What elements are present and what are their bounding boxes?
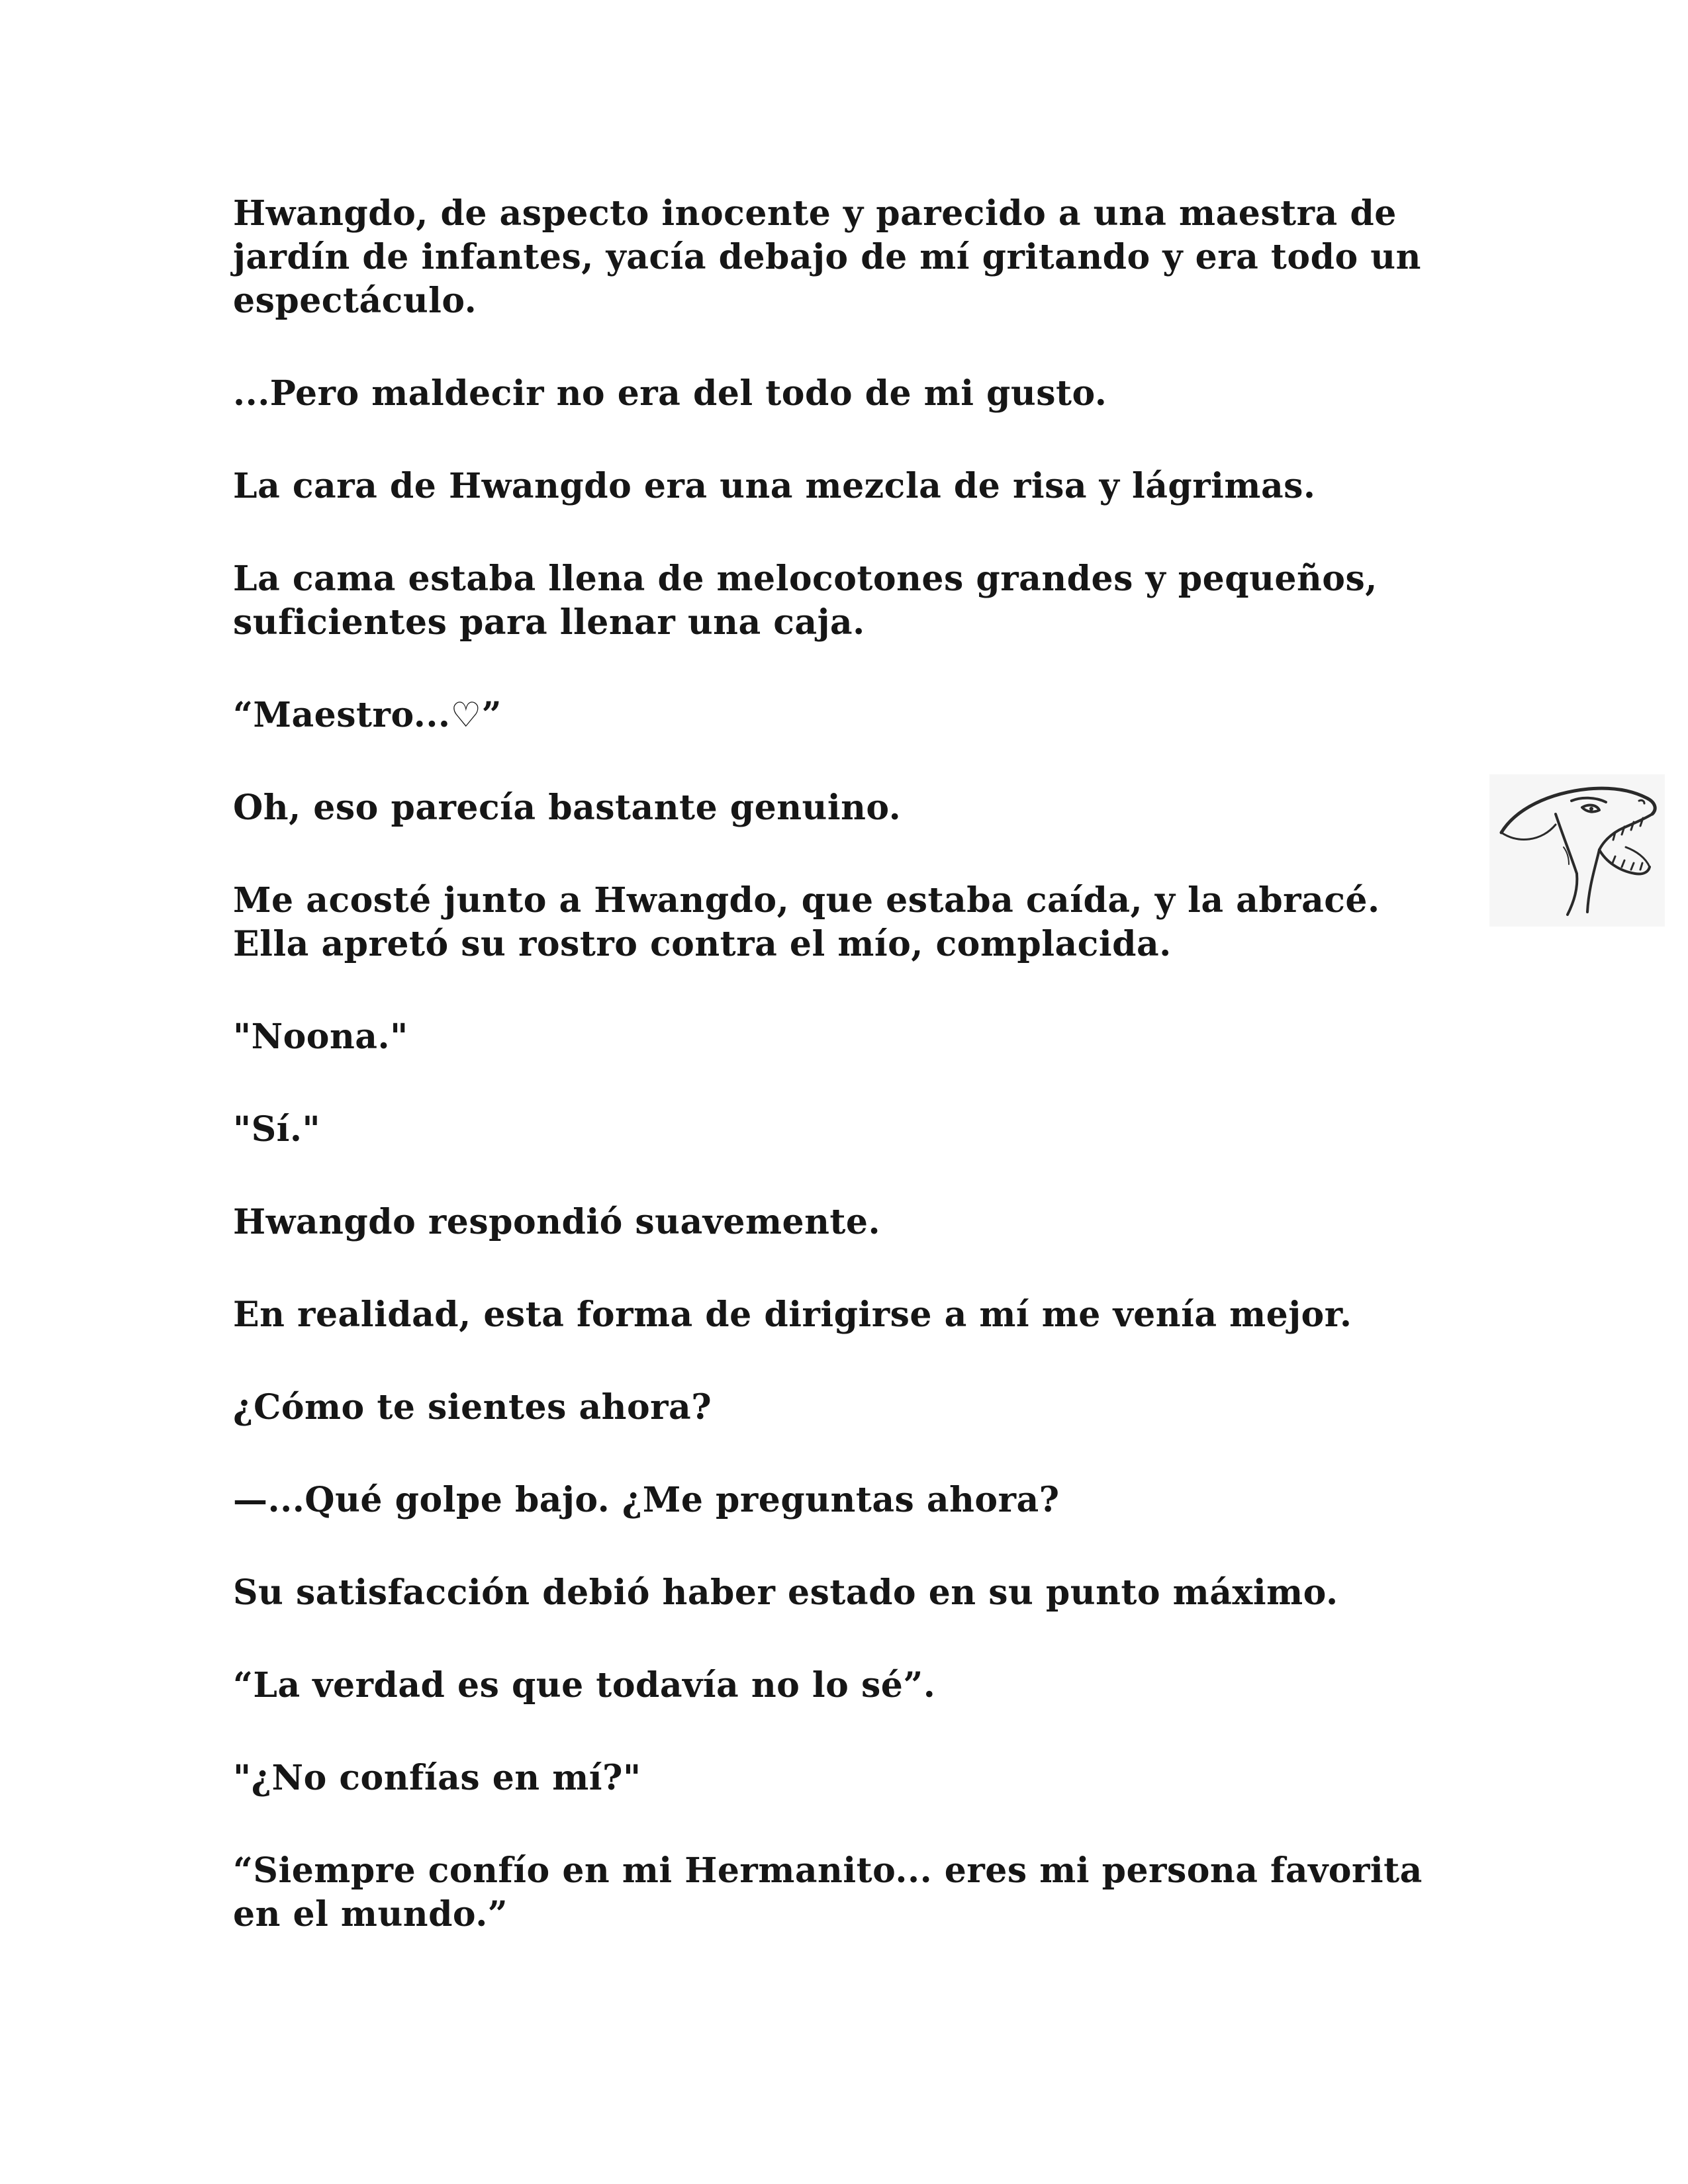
story-text <box>233 192 1477 1936</box>
dinosaur-head-icon <box>1489 774 1665 927</box>
paragraph: ¿Cómo te sientes ahora? <box>233 1387 712 1428</box>
paragraph: “Siempre confío en mi Hermanito... eres mi persona favorita en el mundo.” <box>233 1850 1423 1934</box>
paragraph: En realidad, esta forma de dirigirse a mí me venía mejor. <box>233 1295 1352 1335</box>
paragraph: Me acosté junto a Hwangdo, que estaba caída, y la abracé. Ella apretó su rostro contra el mío, complacida. <box>233 880 1380 964</box>
paragraph: La cara de Hwangdo era una mezcla de risa y lágrimas. <box>233 466 1316 506</box>
paragraph: Hwangdo, de aspecto inocente y parecido a una maestra de jardín de infantes, yacía debajo de mí gritando y era todo un espectáculo. <box>233 193 1421 321</box>
paragraph: Su satisfacción debió haber estado en su punto máximo. <box>233 1572 1338 1613</box>
paragraph: Hwangdo respondió suavemente. <box>233 1202 881 1242</box>
paragraph: Oh, eso parecía bastante genuino. <box>233 788 902 828</box>
paragraph: “Maestro...♡” <box>233 695 502 735</box>
paragraph: —...Qué golpe bajo. ¿Me preguntas ahora? <box>233 1480 1060 1520</box>
paragraph: "¿No confías en mí?" <box>233 1758 641 1798</box>
paragraph: "Sí." <box>233 1109 321 1150</box>
paragraph: “La verdad es que todavía no lo sé”. <box>233 1665 936 1706</box>
paragraph: "Noona." <box>233 1017 408 1057</box>
paragraph: ...Pero maldecir no era del todo de mi gusto. <box>233 373 1107 414</box>
paragraph: La cama estaba llena de melocotones grandes y pequeños, suficientes para llenar una caja. <box>233 559 1378 643</box>
